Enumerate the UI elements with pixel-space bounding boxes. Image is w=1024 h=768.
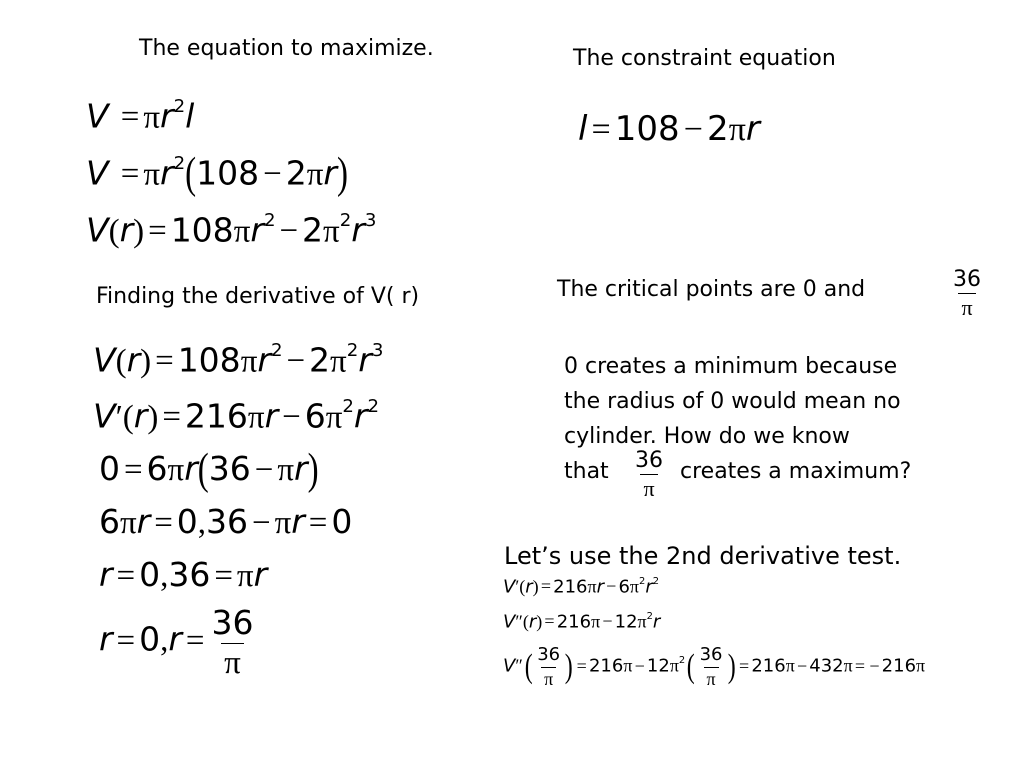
- explanation-line-4-rest: creates a maximum?: [680, 459, 912, 484]
- explanation-line-1: 0 creates a minimum because: [564, 354, 898, 379]
- heading-constraint-equation: The constraint equation: [573, 46, 836, 71]
- heading-second-derivative-test: Let’s use the 2nd derivative test.: [504, 542, 902, 570]
- equation-second-derivative: $V''(r) = 216\pi - 12\pi^2r$: [503, 611, 661, 633]
- equation-v-substituted: $V = \pi r^2(108 - 2\pi r)$: [86, 149, 348, 199]
- equation-critical-values: r = 0,r = $\frac{36}{\pi}$: [99, 606, 256, 680]
- equation-constraint: l = 108 − 2πr: [578, 109, 760, 149]
- equation-v-pi-r2-l: $V = \pi r^2l$: [86, 96, 195, 136]
- equation-factored: 0 = 6πr(36 − πr): [99, 445, 319, 495]
- equation-first-derivative-small: $V'(r) = 216\pi r - 6\pi^2r^2$: [503, 576, 660, 598]
- explanation-line-4-that: that: [564, 459, 609, 484]
- heading-equation-to-maximize: The equation to maximize.: [139, 36, 434, 61]
- fraction-36-over-pi: $\frac{36}{\pi}$: [211, 603, 254, 681]
- critical-points-text: The critical points are 0 and: [557, 277, 866, 302]
- equation-second-derivative-evaluated: V″( $\frac{36}{\pi}$ ) = $216\pi - 12\pi^2$( $\frac{36}{\pi}$ ) = 216π − 432π = − 216π: [503, 644, 926, 689]
- equation-solve-r: r = 0,36 = πr: [99, 555, 268, 594]
- heading-finding-derivative: Finding the derivative of V( r): [96, 284, 420, 309]
- equation-first-derivative: $V'(r) = 216\pi r - 6\pi^2r^2$: [93, 396, 380, 436]
- explanation-line-3: cylinder. How do we know: [564, 424, 850, 449]
- equation-set-factors-zero: 6πr = 0,36 − πr = 0: [99, 502, 353, 541]
- explanation-line-2: the radius of 0 would mean no: [564, 389, 901, 414]
- critical-point-fraction: $\frac{36}{\pi}$: [953, 267, 981, 321]
- explanation-fraction: $\frac{36}{\pi}$: [635, 448, 663, 502]
- equation-derivative-start: $V(r) = 108\pi r^2 - 2\pi^2r^3$: [93, 340, 384, 380]
- equation-v-of-r-expanded: $V(r) = 108\pi r^2 - 2\pi^2r^3$: [86, 210, 377, 250]
